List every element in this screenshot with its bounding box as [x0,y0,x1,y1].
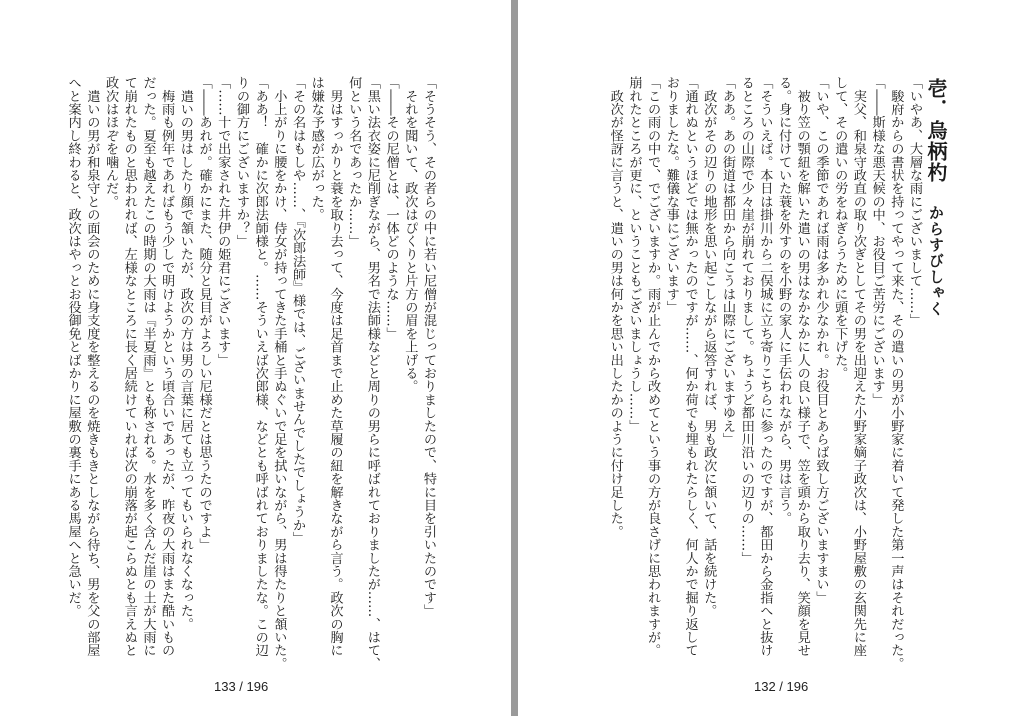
text-column: 「――斯様な悪天候の中、お役目ご苦労にございます」 [869,76,885,406]
text-column: りの御方にございますか？」 [233,76,249,248]
text-column: 何という名であったか……」 [346,76,362,248]
page-number-left: 133 / 196 [214,679,269,694]
text-column: る。身に付けていた蓑を外すのを小野の家人に手伝われながら、男は言う。 [776,76,792,525]
text-column: 被り笠の顎紐を解いた遣いの男はなかなかに人の良い様子で、笠を頭から取り去り、笑顔を見せ [794,76,810,657]
text-column: 遣いの男が和泉守との面会のために身支度を整えるのを焼きもきとしながら待ち、男を父の部屋 [84,76,100,657]
right-page-text [605,76,923,670]
text-column: 駿府からの書状を持ってやって来た、その遣いの男が小野家に着いて発した第一声はそれだった。 [888,76,904,670]
text-column: それを聞いて、政次はぴくりと片方の眉を上げる。 [402,76,418,393]
text-column: 「そういえば。本日は掛川から二俣城に立ち寄りこちらに参ったのですが、都田から金指へと抜け [757,76,773,657]
text-column: るところの山際で少々崖が崩れておりまして。ちょうど都田川沿いの辺りの……」 [738,76,754,565]
text-column: 小上がりに腰をかけ、侍女が持ってきた手桶と手ぬぐいで足を拭いながら、男は得たりと頷いた。 [271,76,287,670]
text-column: て崩れたものと思われれば、左様なところに長く居続けていれば次の崩落が起こらぬとも言えぬと [121,76,137,657]
page-divider [511,0,518,716]
text-column: 「いやあ、大層な雨にございまして……」 [907,76,922,327]
right-page [518,0,1024,716]
text-column: だった。夏至も越えたこの時期の大雨は『半夏雨』とも称される。水を多く含んだ崖の土が大雨に [140,76,156,657]
text-column: 政次はほぞを噛んだ。 [103,76,119,208]
chapter-title: 壱．烏柄杓 [924,78,948,183]
text-column: 「――その尼僧とは、一体どのような……」 [383,76,399,340]
text-column: して、その遣いの労をねぎらうために頭を下げた。 [832,76,848,380]
text-column: 「……十で出家された井伊の姫君にございます」 [215,76,231,367]
text-column: 「この雨の中で、でございますか。雨が止んでから改めてという事の方が良さげに思われますが。 [645,76,661,657]
text-column: 実父、和泉守政直の取り次ぎとしてその男を出迎えた小野家嫡子政次は、小野屋敷の玄関先に座 [850,76,866,657]
chapter-heading [922,78,951,317]
text-column: 政次がその辺りの地形を思い起こしながら返答すれば、男も政次に頷いて、話を続けた。 [701,76,717,618]
left-page [0,0,511,716]
text-column: 「その名はもしや……、『次郎法師』様では、ございませんでしたでしょうか」 [290,76,306,545]
text-column: は嫌な予感が広がった。 [308,76,324,222]
text-column: 「通れぬというほどでは無かったのですが……、何か荷でも埋もれたらしく、何人かで掘り返して [682,76,698,657]
chapter-reading: からすびしゃく [927,205,945,317]
text-column: 「ああ。あの街道は都田から向こうは山際にございますゆえ」 [719,76,735,446]
text-column: 「黒い法衣姿に尼削ぎながら、男名で法師様などと周りの男らに呼ばれておりましたが……、はて、 [364,76,380,670]
text-column: へと案内し終わると、政次はやっとお役御免とばかりに屋敷の裏手にある馬屋へと急いだ。 [65,76,81,618]
text-column: 梅雨も例年であればもう少しで明けようかという頃合いであったが、昨夜の大雨はまた酷いもの [159,76,175,657]
page-number-right: 132 / 196 [754,679,809,694]
text-column: 「いや、この季節であれば雨は多かれ少なかれ。お役目とあらば致し方ございますまい」 [813,76,829,604]
text-column: おりましたな。難儀な事にございます」 [663,76,679,314]
text-column: 政次が怪訝に言うと、遣いの男は何かを思い出したかのように付け足した。 [607,76,623,538]
text-column: 「――あれが。確かにまた、随分と見目がよろしい尼様だとは思うたのですよ」 [196,76,212,552]
text-column: 遣いの男はしたり顔で頷いたが、政次の方は男の言葉に居ても立ってもいられなくなった。 [177,76,193,631]
text-column: 「そうそう、その者らの中に若い尼僧が混じっておりましたので、特に目を引いたのです」 [421,76,436,618]
text-column: 崩れたところが更に、ということもございましょうし……」 [626,76,642,433]
text-column: 男はすっかりと蓑を取り去って、今度は足首まで止めた草履の紐を解きながら言う。政次の胸に [327,76,343,657]
left-page-text [63,76,437,670]
text-column: 「ああ！ 確かに次郎法師様と。……そういえば次郎様、などとも呼ばれておりましたな。この辺 [252,76,268,657]
